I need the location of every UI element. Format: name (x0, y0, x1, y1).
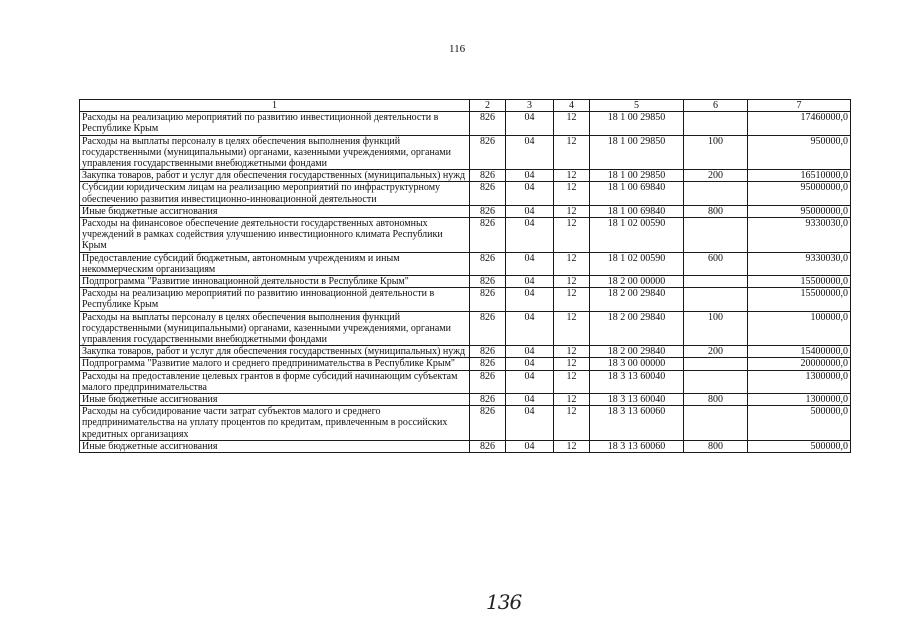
row-amount: 1300000,0 (748, 370, 851, 393)
row-target-article: 18 1 02 00590 (590, 218, 684, 253)
row-description: Иные бюджетные ассигнования (80, 205, 470, 217)
table-row (80, 135, 851, 170)
row-subsection: 12 (554, 205, 590, 217)
table-row (80, 112, 851, 135)
row-amount: 1300000,0 (748, 394, 851, 406)
row-amount: 500000,0 (748, 440, 851, 452)
row-amount: 20000000,0 (748, 358, 851, 370)
row-amount: 9330030,0 (748, 218, 851, 253)
row-expense-type (684, 218, 748, 253)
row-description: Подпрограмма "Развитие инновационной деятельности в Республике Крым" (80, 276, 470, 288)
row-expense-type (684, 370, 748, 393)
row-subsection: 12 (554, 370, 590, 393)
table-row (80, 205, 851, 217)
row-section: 04 (506, 311, 554, 346)
row-expense-type: 200 (684, 346, 748, 358)
row-expense-type (684, 406, 748, 441)
row-description: Закупка товаров, работ и услуг для обеспечения государственных (муниципальных) нужд (80, 170, 470, 182)
column-header-6: 6 (684, 100, 748, 112)
row-subsection: 12 (554, 276, 590, 288)
page-number: 116 (449, 43, 466, 55)
row-expense-type: 100 (684, 311, 748, 346)
row-target-article: 18 3 13 60060 (590, 406, 684, 441)
table-row (80, 311, 851, 346)
budget-table (79, 99, 851, 453)
row-target-article: 18 2 00 29840 (590, 288, 684, 311)
row-amount: 16510000,0 (748, 170, 851, 182)
row-section: 04 (506, 135, 554, 170)
row-amount: 15500000,0 (748, 288, 851, 311)
handwritten-page-number: 136 (486, 590, 522, 614)
row-ministry-code: 826 (470, 370, 506, 393)
row-section: 04 (506, 112, 554, 135)
row-amount: 9330030,0 (748, 252, 851, 275)
column-header-2: 2 (470, 100, 506, 112)
row-subsection: 12 (554, 218, 590, 253)
row-description: Иные бюджетные ассигнования (80, 394, 470, 406)
row-description: Иные бюджетные ассигнования (80, 440, 470, 452)
row-ministry-code: 826 (470, 218, 506, 253)
table-row (80, 406, 851, 441)
row-target-article: 18 1 02 00590 (590, 252, 684, 275)
row-expense-type: 100 (684, 135, 748, 170)
table-body (80, 112, 851, 453)
row-ministry-code: 826 (470, 358, 506, 370)
row-subsection: 12 (554, 394, 590, 406)
row-description: Закупка товаров, работ и услуг для обеспечения государственных (муниципальных) нужд (80, 346, 470, 358)
row-subsection: 12 (554, 440, 590, 452)
row-description: Расходы на выплаты персоналу в целях обеспечения выполнения функций государственными (муниципальными) органами, казенными учреждениями, органами управления государственными внебюджетными фондами (80, 311, 470, 346)
table-row (80, 182, 851, 205)
row-subsection: 12 (554, 311, 590, 346)
row-target-article: 18 3 13 60060 (590, 440, 684, 452)
row-description: Предоставление субсидий бюджетным, автономным учреждениям и иным некоммерческим организациям (80, 252, 470, 275)
row-subsection: 12 (554, 135, 590, 170)
row-section: 04 (506, 205, 554, 217)
table-row (80, 276, 851, 288)
row-expense-type: 800 (684, 394, 748, 406)
row-expense-type: 800 (684, 205, 748, 217)
column-header-7: 7 (748, 100, 851, 112)
row-target-article: 18 3 13 60040 (590, 370, 684, 393)
row-target-article: 18 3 13 60040 (590, 394, 684, 406)
row-section: 04 (506, 346, 554, 358)
row-amount: 15500000,0 (748, 276, 851, 288)
table-row (80, 218, 851, 253)
row-target-article: 18 1 00 69840 (590, 182, 684, 205)
row-expense-type: 200 (684, 170, 748, 182)
row-target-article: 18 2 00 29840 (590, 311, 684, 346)
column-header-4: 4 (554, 100, 590, 112)
row-ministry-code: 826 (470, 288, 506, 311)
row-subsection: 12 (554, 358, 590, 370)
row-expense-type: 600 (684, 252, 748, 275)
row-subsection: 12 (554, 112, 590, 135)
row-ministry-code: 826 (470, 135, 506, 170)
row-ministry-code: 826 (470, 112, 506, 135)
row-description: Расходы на финансовое обеспечение деятельности государственных автономных учреждений в рамках содействия улучшению инвестиционного климата Республики Крым (80, 218, 470, 253)
row-ministry-code: 826 (470, 394, 506, 406)
row-section: 04 (506, 358, 554, 370)
row-target-article: 18 1 00 29850 (590, 135, 684, 170)
row-expense-type (684, 358, 748, 370)
row-section: 04 (506, 218, 554, 253)
column-header-3: 3 (506, 100, 554, 112)
row-amount: 100000,0 (748, 311, 851, 346)
row-description: Расходы на субсидирование части затрат субъектов малого и среднего предпринимательства на уплату процентов по кредитам, привлеченным в российских кредитных организациях (80, 406, 470, 441)
row-description: Расходы на реализацию мероприятий по развитию инвестиционной деятельности в Республике Крым (80, 112, 470, 135)
row-description: Подпрограмма "Развитие малого и среднего предпринимательства в Республике Крым" (80, 358, 470, 370)
row-amount: 95000000,0 (748, 205, 851, 217)
row-ministry-code: 826 (470, 276, 506, 288)
row-expense-type (684, 182, 748, 205)
row-section: 04 (506, 182, 554, 205)
table-row (80, 440, 851, 452)
row-ministry-code: 826 (470, 170, 506, 182)
row-description: Расходы на предоставление целевых грантов в форме субсидий начинающим субъектам малого предпринимательства (80, 370, 470, 393)
row-expense-type: 800 (684, 440, 748, 452)
column-header-5: 5 (590, 100, 684, 112)
row-ministry-code: 826 (470, 406, 506, 441)
table-row (80, 370, 851, 393)
row-ministry-code: 826 (470, 205, 506, 217)
table-row (80, 358, 851, 370)
table-row (80, 346, 851, 358)
table-header-row (80, 100, 851, 112)
row-subsection: 12 (554, 288, 590, 311)
row-ministry-code: 826 (470, 252, 506, 275)
row-amount: 95000000,0 (748, 182, 851, 205)
table-row (80, 252, 851, 275)
table-row (80, 288, 851, 311)
row-description: Субсидии юридическим лицам на реализацию мероприятий по инфраструктурному обеспечению развития инвестиционно-инновационной деятельности (80, 182, 470, 205)
row-target-article: 18 1 00 29850 (590, 170, 684, 182)
row-amount: 17460000,0 (748, 112, 851, 135)
row-section: 04 (506, 370, 554, 393)
row-target-article: 18 2 00 00000 (590, 276, 684, 288)
row-description: Расходы на выплаты персоналу в целях обеспечения выполнения функций государственными (муниципальными) органами, казенными учреждениями, органами управления государственными внебюджетными фондами (80, 135, 470, 170)
row-amount: 500000,0 (748, 406, 851, 441)
column-header-1: 1 (80, 100, 470, 112)
row-subsection: 12 (554, 406, 590, 441)
row-target-article: 18 2 00 29840 (590, 346, 684, 358)
row-subsection: 12 (554, 252, 590, 275)
row-target-article: 18 1 00 69840 (590, 205, 684, 217)
row-ministry-code: 826 (470, 440, 506, 452)
table-row (80, 170, 851, 182)
row-section: 04 (506, 406, 554, 441)
row-description: Расходы на реализацию мероприятий по развитию инновационной деятельности в Республике Крым (80, 288, 470, 311)
row-section: 04 (506, 170, 554, 182)
row-subsection: 12 (554, 182, 590, 205)
row-expense-type (684, 276, 748, 288)
row-section: 04 (506, 252, 554, 275)
row-subsection: 12 (554, 170, 590, 182)
row-target-article: 18 3 00 00000 (590, 358, 684, 370)
row-subsection: 12 (554, 346, 590, 358)
row-amount: 950000,0 (748, 135, 851, 170)
row-section: 04 (506, 276, 554, 288)
row-amount: 15400000,0 (748, 346, 851, 358)
row-ministry-code: 826 (470, 346, 506, 358)
table-row (80, 394, 851, 406)
row-section: 04 (506, 440, 554, 452)
row-ministry-code: 826 (470, 182, 506, 205)
row-target-article: 18 1 00 29850 (590, 112, 684, 135)
row-section: 04 (506, 288, 554, 311)
row-expense-type (684, 112, 748, 135)
row-expense-type (684, 288, 748, 311)
row-section: 04 (506, 394, 554, 406)
row-ministry-code: 826 (470, 311, 506, 346)
